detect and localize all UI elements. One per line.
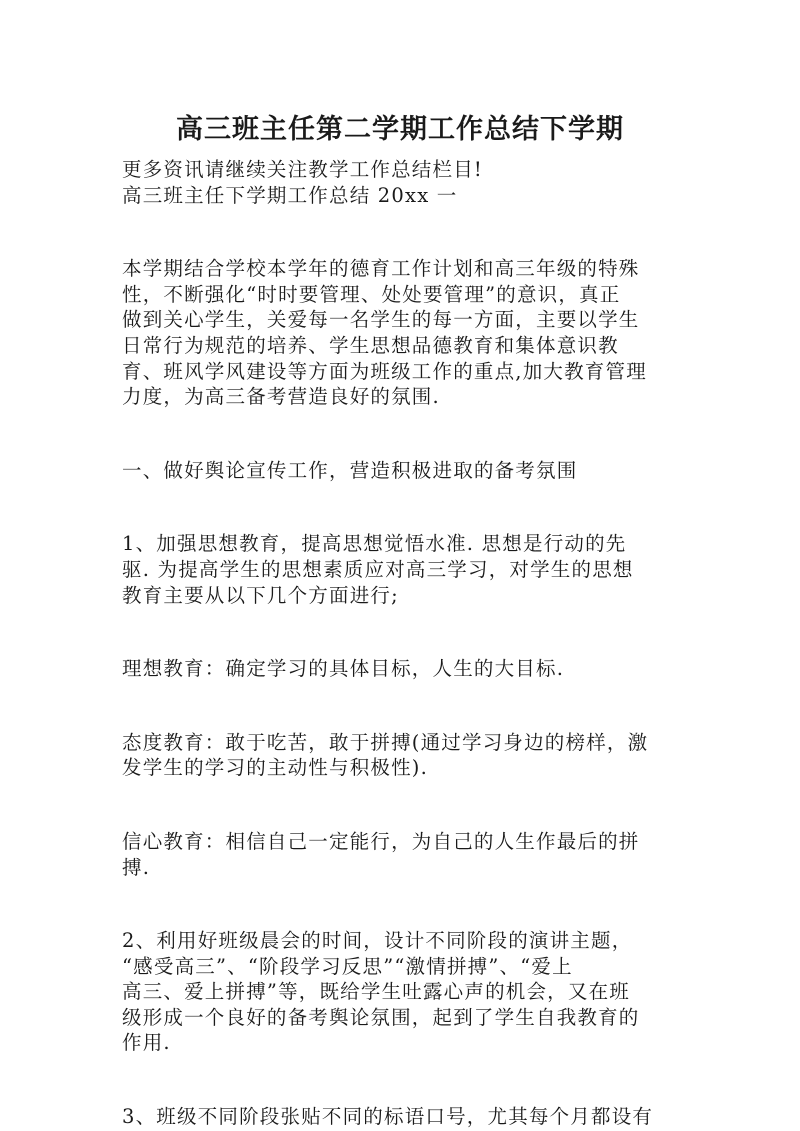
paragraph-item-3 bbox=[122, 1104, 682, 1130]
text-line: “感受高三”、“阶段学习反思”“激情拼搏”、“爱上 bbox=[122, 954, 573, 978]
text-line: 1、加强思想教育，提高思想觉悟水准. 思想是行动的先 bbox=[122, 532, 627, 556]
subtitle-line: 更多资讯请继续关注教学工作总结栏目! bbox=[122, 158, 483, 181]
text-line: 本学期结合学校本学年的德育工作计划和高三年级的特殊 bbox=[122, 257, 640, 281]
paragraph-item-1 bbox=[122, 531, 682, 608]
text-line: 高三、爱上拼搏”等，既给学生吐露心声的机会，又在班 bbox=[122, 980, 630, 1004]
text-line: 日常行为规范的培养、学生思想品德教育和集体意识教 bbox=[122, 333, 619, 357]
subtitle-line: 高三班主任下学期工作总结 20xx 一 bbox=[122, 183, 458, 207]
document-title: 高三班主任第二学期工作总结下学期 bbox=[176, 114, 624, 145]
paragraph-item-2 bbox=[122, 928, 682, 1056]
text-line: 育、班风学风建设等方面为班级工作的重点,加大教育管理 bbox=[122, 359, 647, 383]
text-line: 教育主要从以下几个方面进行; bbox=[122, 583, 399, 607]
text-line: 性，不断强化“时时要管理、处处要管理”的意识，真正 bbox=[122, 282, 621, 306]
paragraph-ideal bbox=[122, 656, 682, 682]
text-line: 理想教育：确定学习的具体目标，人生的大目标. bbox=[122, 657, 565, 681]
text-line: 作用. bbox=[122, 1031, 171, 1055]
paragraph-confidence bbox=[122, 829, 682, 880]
document-body bbox=[122, 157, 682, 1130]
text-line: 一、做好舆论宣传工作，营造积极进取的备考氛围 bbox=[122, 458, 578, 482]
text-line: 搏. bbox=[122, 855, 151, 879]
paragraph-attitude bbox=[122, 730, 682, 781]
text-line: 发学生的学习的主动性与积极性). bbox=[122, 756, 429, 780]
text-line: 力度，为高三备考营造良好的氛围. bbox=[122, 385, 440, 409]
paragraph-intro bbox=[122, 256, 682, 410]
text-line: 2、利用好班级晨会的时间，设计不同阶段的演讲主题， bbox=[122, 929, 633, 953]
text-line: 级形成一个良好的备考舆论氛围，起到了学生自我教育的 bbox=[122, 1005, 640, 1029]
section-heading bbox=[122, 458, 682, 484]
text-line: 做到关心学生，关爱每一名学生的每一方面，主要以学生 bbox=[122, 308, 640, 332]
text-line: 驱. 为提高学生的思想素质应对高三学习，对学生的思想 bbox=[122, 557, 634, 581]
text-line: 态度教育：敢于吃苦，敢于拼搏(通过学习身边的榜样，激 bbox=[122, 730, 649, 754]
text-line: 3、班级不同阶段张贴不同的标语口号，尤其每个月都设有 bbox=[122, 1105, 654, 1129]
text-line: 信心教育：相信自己一定能行，为自己的人生作最后的拼 bbox=[122, 829, 640, 853]
